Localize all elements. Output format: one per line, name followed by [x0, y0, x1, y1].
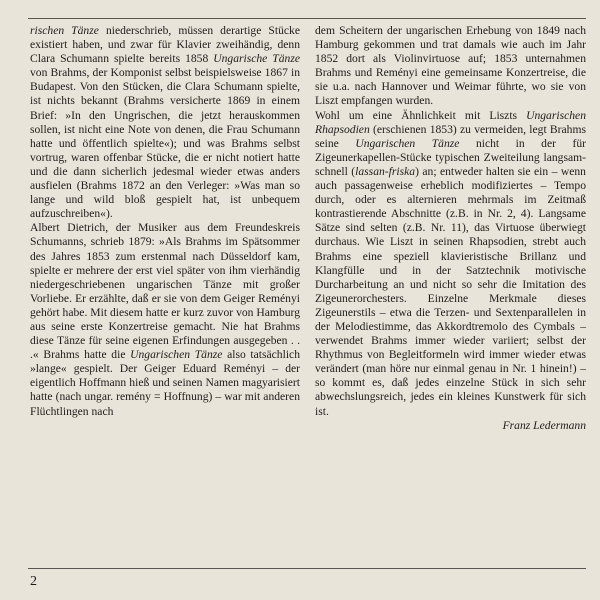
paragraph [315, 24, 586, 109]
italic-text: Ungarischen Tänze [355, 136, 460, 150]
italic-text: Ungarischen Tänze [130, 348, 223, 362]
text-run: Albert Dietrich, der Musiker aus dem Freundeskreis Schumanns, schrieb 1879: »Als Brahms im Spätsommer des Jahres 1853 zum erstenmal nach Düsseldorf kam, spielte er mehrere der erst viel später von ihm vierhändig niedergeschriebenen ungarischen Tänze mit großer Vorliebe. Er erzählte, daß er sie von dem Geiger Reményi gehört habe. Mit diesem hatte er kurz zuvor von Hamburg aus seine erste Konzertreise gemacht. Nie hat Brahms diese Tänze für seine eigenen Erfindungen ausgegeben . . .« Brahms hatte die [30, 221, 300, 362]
italic-text: rischen Tänze [30, 24, 99, 37]
paragraph [30, 24, 300, 221]
left-column [30, 24, 300, 419]
text-run: also tatsächlich »lange« gespielt. Der Geiger Eduard Reményi – der eigentlich Hoffmann hieß und seinen Namen magyarisiert hatte (nach ungar. remény = Hoffnung) – war mit anderen Flüchtlingen nach [30, 348, 300, 418]
italic-text: Ungarische Tänze [213, 52, 300, 66]
text-run: Wohl um eine Ähnlichkeit mit Liszts [315, 108, 527, 122]
text-run: niederschrieb, müssen derartige Stücke existiert haben, und zwar für Klavier zweihändig, denn Clara Schumann spielte bereits 1858 [30, 24, 300, 66]
author-signature: Franz Ledermann [502, 418, 586, 432]
italic-text: lassan-friska [355, 164, 416, 178]
bottom-rule [28, 568, 586, 569]
right-column [315, 24, 586, 433]
page-number: 2 [30, 574, 37, 589]
text-run: nicht in der für Zigeunerkapellen-Stücke typischen Zweiteilung langsam-schnell ( [315, 136, 586, 178]
text-run: dem Scheitern der ungarischen Erhebung von 1849 nach Hamburg gekommen und trat damals wie auch im Jahr 1852 dort als Violinvirtuose auf; 1853 unternahmen Brahms und Reményi eine gemeinsame Konzertreise, die sie u.a. nach Hannover und Weimar führte, wo sie von Liszt empfangen wurden. [315, 24, 586, 108]
text-run: (erschienen 1853) zu vermeiden, legt Brahms seine [315, 122, 586, 150]
paragraph [315, 109, 586, 419]
text-run: von Brahms, der Komponist selbst beispielsweise 1867 in Budapest. Von den Stücken, die Clara Schumann spielte, ist nichts bekannt (Brahms versicherte 1869 in einem Brief: »In den Ungrischen, die jetzt herauskommen sollen, ist nicht eine Note von denen, die Frau Schumann hatte und öffentlich spielte«); und was Brahms selbst vortrug, waren offenbar Stücke, die er nicht notiert hatte und die dann sicherlich jedesmal wieder etwas anders ausfielen (Brahms 1872 an den Verleger: »Was man so lange und wild bloß gespielt hat, ist unbequem aufzuschreiben«). [30, 66, 300, 221]
top-rule [28, 18, 586, 19]
italic-text: Ungarischen Rhapsodien [315, 108, 586, 136]
text-run: ) an; entweder halten sie ein – wenn auch passagenweise erheblich modifiziertes – Tempo durch, oder es alternieren mehrmals im Zeitmaß kontrastierende Abschnitte (z.B. in Nr. 2, 4). Langsame Sätze sind selten (z.B. Nr. 11), das Virtuose überwiegt durchaus. Wie Liszt in seinen Rhapsodien, strebt auch Brahms eine speziell klavieristische Brillanz und Klangfülle und in der Satztechnik motivische Durcharbeitung an und nicht so sehr die Imitation des Zigeunerorchesters. Einzelne Merkmale dieses Zigeunerstils – etwa die Terzen- und Sextenparallelen in der Melodiestimme, das Akkordtremolo des Cymbals – verwendet Brahms immer wieder variiert; selbst der Rhythmus von Begleitformeln wird immer wieder etwas verändert (man höre nur einmal genau in Nr. 1 hinein!) – so kommt es, daß jedes einzelne Stück in sich sehr abwechslungsreich, jedes ein kleines Kunstwerk für sich ist. [315, 164, 586, 418]
paragraph [30, 221, 300, 418]
